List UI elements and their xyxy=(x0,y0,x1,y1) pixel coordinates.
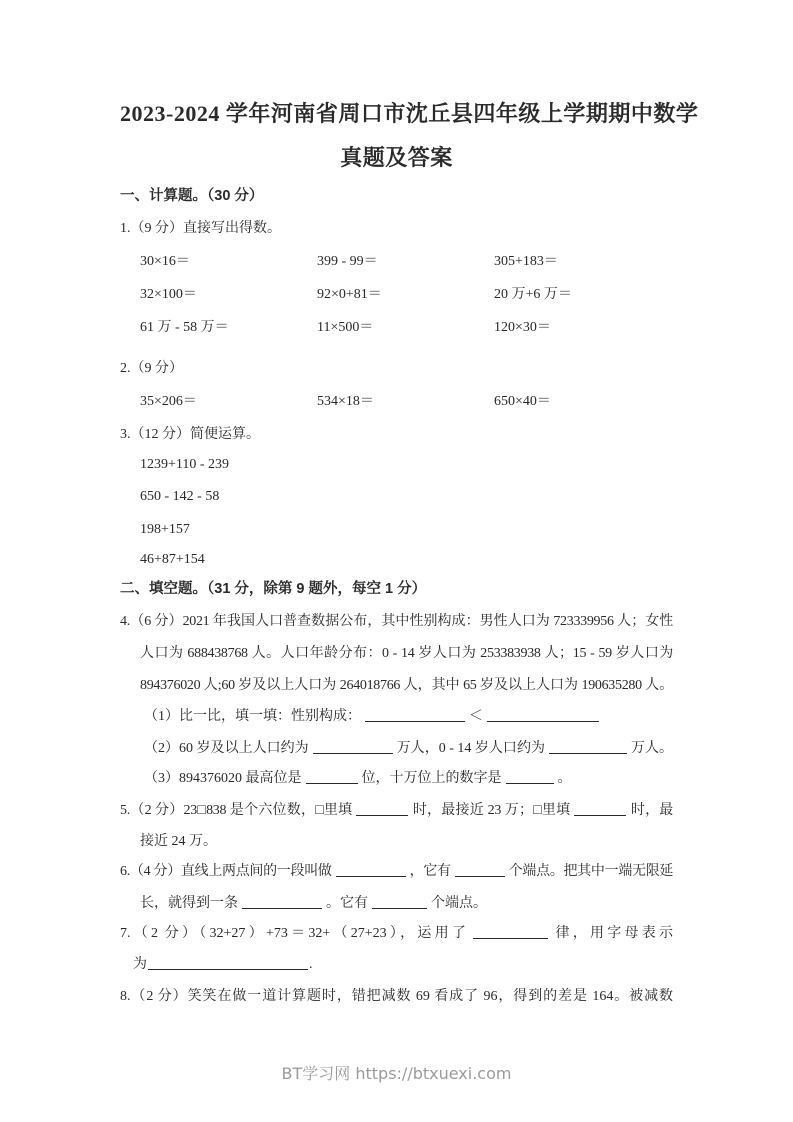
q1-equation-row-2 xyxy=(120,280,673,310)
equation: 11×500＝ xyxy=(317,320,374,335)
q5-text-1: 5.（2 分）23□838 是个六位数，□里填 xyxy=(120,803,353,818)
fill-in-blank xyxy=(455,861,505,877)
question-2-label: 2.（9 分） xyxy=(120,361,183,376)
equation: 534×18＝ xyxy=(317,394,374,409)
q1-equation-row-1 xyxy=(120,247,673,277)
document-content xyxy=(120,0,699,1122)
q1-equation-row-3 xyxy=(120,313,673,343)
q6-text-3: 个端点。把其中一端无限延 xyxy=(508,864,674,879)
equation: 20 万+6 万＝ xyxy=(494,287,572,302)
less-than-sign: ＜ xyxy=(469,709,483,724)
q4-sub2-text-1: （2）60 岁及以上人口约为 xyxy=(144,741,309,756)
q4-sub2-text-2: 万人，0 - 14 岁人口约为 xyxy=(396,741,545,756)
question-4-line2: 人口为 688438768 人。人口年龄分布：0 - 14 岁人口为 253383938 人；15 - 59 岁人口为 xyxy=(140,646,673,661)
equation: 32×100＝ xyxy=(140,287,197,302)
q4-sub3-text-2: 位，十万位上的数字是 xyxy=(361,771,502,786)
equation: 30×16＝ xyxy=(140,254,190,269)
fill-in-blank xyxy=(336,861,406,877)
question-6-line2 xyxy=(120,889,673,919)
section-2-heading: 二、填空题。（31 分，除第 9 题外，每空 1 分） xyxy=(120,581,427,597)
q6-text-6: 个端点。 xyxy=(431,896,487,911)
fill-in-blank xyxy=(487,706,599,722)
fill-in-blank xyxy=(473,923,548,939)
q4-sub3-text-3: 。 xyxy=(557,771,572,786)
q3-expression-4: 46+87+154 xyxy=(140,552,205,567)
question-4-line1: 4.（6 分）2021 年我国人口普查数据公布，其中性别构成：男性人口为 723339956 人；女性 xyxy=(120,614,673,629)
q5-text-2: 时，最接近 23 万；□里填 xyxy=(412,803,571,818)
question-4-sub3 xyxy=(120,764,673,794)
q5-text-3: 时，最 xyxy=(630,803,673,818)
equation: 305+183＝ xyxy=(494,254,558,269)
fill-in-blank xyxy=(365,706,465,722)
question-8-line: 8.（2 分）笑笑在做一道计算题时，错把减数 69 看成了 96，得到的差是 164。被减数 xyxy=(120,989,673,1004)
q7-text-3: 为 xyxy=(133,957,147,972)
question-1-label: 1.（9 分）直接写出得数。 xyxy=(120,221,281,236)
equation: 650×40＝ xyxy=(494,394,551,409)
question-7-line2 xyxy=(120,950,673,980)
equation: 61 万 - 58 万＝ xyxy=(140,320,229,335)
question-6-line1 xyxy=(120,857,673,887)
question-4-sub1 xyxy=(120,702,673,732)
fill-in-blank xyxy=(242,893,322,909)
q6-text-5: 。它有 xyxy=(326,896,368,911)
fill-in-blank xyxy=(313,738,393,754)
q3-expression-2: 650 - 142 - 58 xyxy=(140,489,220,504)
q2-equation-row xyxy=(120,387,673,417)
question-5-line2: 接近 24 万。 xyxy=(140,834,217,849)
question-7-line1 xyxy=(120,919,673,949)
question-5-line1 xyxy=(120,796,673,826)
section-1-heading: 一、计算题。（30 分） xyxy=(120,188,264,204)
equation: 120×30＝ xyxy=(494,320,551,335)
q6-text-4: 长，就得到一条 xyxy=(140,896,238,911)
fill-in-blank xyxy=(549,738,627,754)
question-4-line3: 894376020 人;60 岁及以上人口为 264018766 人，其中 65 岁及以上人口为 190635280 人。 xyxy=(140,678,673,693)
footer-site-link[interactable]: BT学习网 https://btxuexi.com xyxy=(281,1064,512,1083)
equation: 92×0+81＝ xyxy=(317,287,382,302)
q7-text-2: 律，用字母表示 xyxy=(552,926,673,941)
fill-in-blank xyxy=(372,893,427,909)
fill-in-blank xyxy=(306,768,358,784)
q7-text-4: . xyxy=(309,957,313,972)
q3-expression-1: 1239+110 - 239 xyxy=(140,457,230,472)
fill-in-blank xyxy=(574,800,626,816)
document-title-line1: 2023-2024 学年河南省周口市沈丘县四年级上学期期中数学 xyxy=(120,101,699,126)
fill-in-blank xyxy=(356,800,408,816)
footer xyxy=(0,1062,793,1086)
q6-text-2: ，它有 xyxy=(409,864,451,879)
q4-sub3-text-1: （3）894376020 最高位是 xyxy=(144,771,302,786)
q7-text-1: 7.（2 分）（32+27）+73＝32+（27+23），运用了 xyxy=(120,926,470,941)
fill-in-blank xyxy=(148,954,308,970)
question-3-label: 3.（12 分）简便运算。 xyxy=(120,427,260,442)
fill-in-blank xyxy=(506,768,554,784)
q4-sub2-text-3: 万人。 xyxy=(630,741,674,756)
q3-expression-3: 198+157 xyxy=(140,522,190,537)
document-title-line2: 真题及答案 xyxy=(340,145,453,170)
equation: 399 - 99＝ xyxy=(317,254,378,269)
q6-text-1: 6.（4 分）直线上两点间的一段叫做 xyxy=(120,864,332,879)
question-4-sub2 xyxy=(120,734,673,764)
q4-sub1-text: （1）比一比，填一填：性别构成： xyxy=(144,709,361,724)
equation: 35×206＝ xyxy=(140,394,197,409)
